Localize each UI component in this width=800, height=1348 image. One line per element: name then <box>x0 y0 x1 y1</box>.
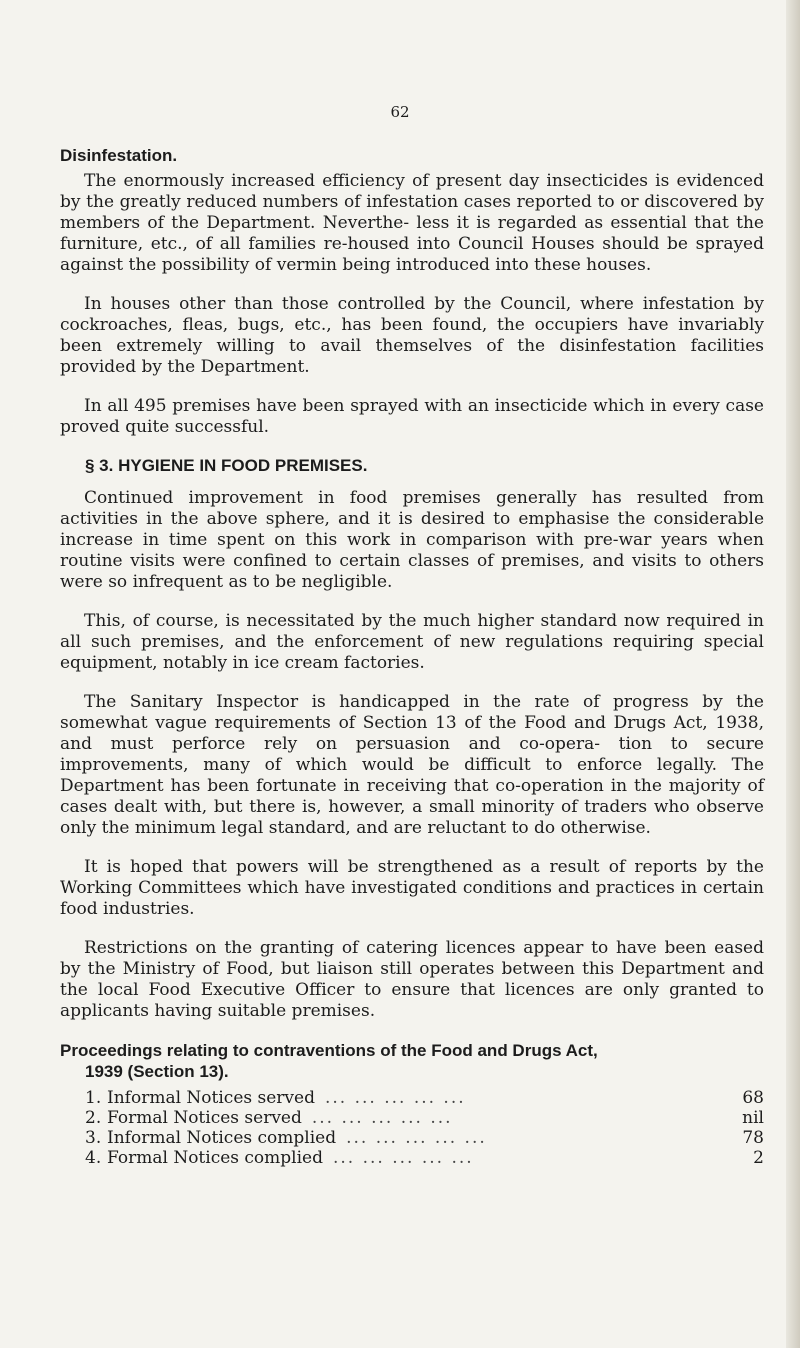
page-number: 62 <box>390 103 410 121</box>
page-edge-shadow <box>786 0 800 1348</box>
item-label: Informal Notices complied <box>107 1128 337 1148</box>
list-item <box>85 1108 764 1128</box>
paragraph: Continued improvement in food premises generally has resulted from activities in the above sphere, and it is desired to emphasise the considerable increase in time spent on this work in comparison with pre-war years when routine visits were confined to certain classes of premises, and visits to others were so infrequent as to be negligible. <box>60 488 764 592</box>
item-label: Informal Notices served <box>107 1088 315 1108</box>
item-label: Formal Notices served <box>107 1108 302 1128</box>
disinfestation-heading: Disinfestation. <box>60 146 178 165</box>
item-value: 2 <box>753 1148 764 1168</box>
document-body <box>60 146 764 1168</box>
item-value: 78 <box>742 1128 764 1148</box>
item-label: Formal Notices complied <box>107 1148 323 1168</box>
notices-list <box>60 1088 764 1168</box>
item-number: 4. <box>85 1148 102 1168</box>
proceedings-heading-line2: 1939 (Section 13). <box>85 1062 229 1081</box>
item-number: 2. <box>85 1108 102 1128</box>
leader-dots: ... ... ... ... ... <box>333 1148 474 1168</box>
item-number: 3. <box>85 1128 102 1148</box>
paragraph: In houses other than those controlled by the Council, where infestation by cockroaches, fleas, bugs, etc., has been found, the occupiers have invariably been extremely willing to avail themselves of the disinfestation facilities provided by the Department. <box>60 294 764 377</box>
paragraph: The Sanitary Inspector is handicapped in the rate of progress by the somewhat vague requirements of Section 13 of the Food and Drugs Act, 1938, and must perforce rely on persuasion and co-opera- tion to secure improvements, many of which would be difficult to enforce legally. The Department has been fortunate in receiving that co-operation in the majority of cases dealt with, but there is, however, a small minority of traders who observe only the minimum legal standard, and are reluctant to do otherwise. <box>60 692 764 838</box>
section-heading: § 3. HYGIENE IN FOOD PREMISES. <box>85 456 368 475</box>
list-item <box>85 1148 764 1168</box>
item-value: nil <box>742 1108 764 1128</box>
leader-dots: ... ... ... ... ... <box>324 1088 466 1108</box>
paragraph: In all 495 premises have been sprayed with an insecticide which in every case proved quite successful. <box>60 396 764 437</box>
list-item <box>85 1128 764 1148</box>
paragraph: This, of course, is necessitated by the much higher standard now required in all such premises, and the enforcement of new regulations requiring special equipment, notably in ice cream factories. <box>60 611 764 673</box>
list-item <box>85 1088 764 1108</box>
item-number: 1. <box>85 1088 102 1108</box>
leader-dots: ... ... ... ... ... <box>346 1128 487 1148</box>
leader-dots: ... ... ... ... ... <box>311 1108 453 1128</box>
proceedings-heading <box>60 1040 764 1082</box>
item-value: 68 <box>742 1088 764 1108</box>
paragraph: Restrictions on the granting of catering licences appear to have been eased by the Ministry of Food, but liaison still operates between this Department and the local Food Executive Officer to ensure that licences are only granted to applicants having suitable premises. <box>60 938 764 1021</box>
proceedings-heading-line1: Proceedings relating to contraventions of the Food and Drugs Act, <box>60 1041 598 1060</box>
paragraph: The enormously increased efficiency of present day insecticides is evidenced by the greatly reduced numbers of infestation cases reported to or discovered by members of the Department. Neverthe- less it is regarded as essential that the furniture, etc., of all families re-housed into Council Houses should be sprayed against the possibility of vermin being introduced into these houses. <box>60 171 764 275</box>
paragraph: It is hoped that powers will be strengthened as a result of reports by the Working Committees which have investigated conditions and practices in certain food industries. <box>60 857 764 919</box>
